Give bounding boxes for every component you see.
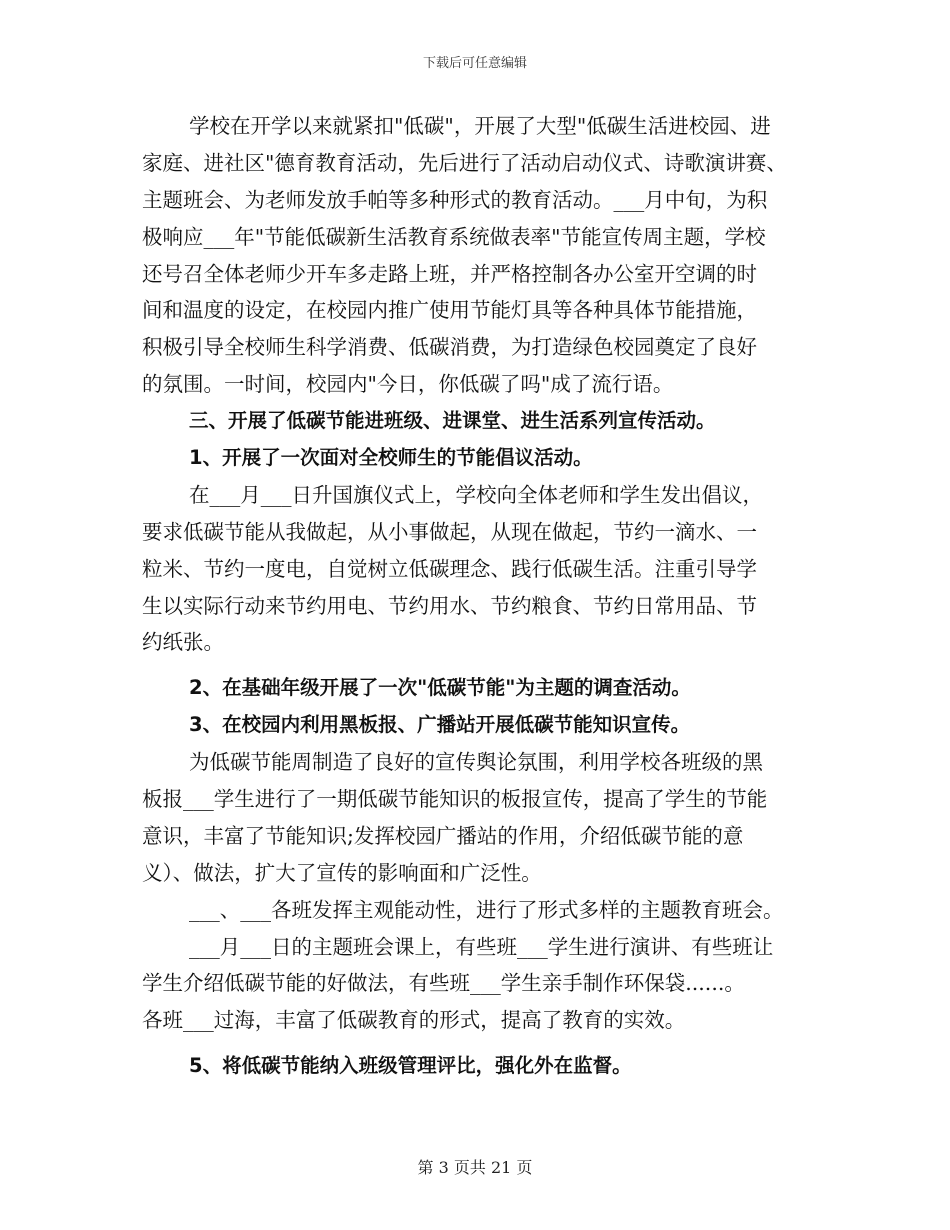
paragraph-line: 生以实际行动来节约用电、节约用水、节约粮食、节约日常用品、节 xyxy=(142,593,757,618)
paragraph-line: 还号召全体老师少开车多走路上班，并严格控制各办公室开空调的时 xyxy=(142,261,757,286)
paragraph-line: 板报___学生进行了一期低碳节能知识的板报宣传，提高了学生的节能 xyxy=(142,787,768,812)
paragraph-line: ___月___日的主题班会课上，有些班___学生进行演讲、有些班让 xyxy=(189,934,774,959)
paragraph-line: 意识，丰富了节能知识;发挥校园广播站的作用，介绍低碳节能的意 xyxy=(142,823,744,848)
paragraph-line: 极响应___年"节能低碳新生活教育系统做表率"节能宣传周主题，学校 xyxy=(142,224,766,249)
paragraph-line: 在___月___日升国旗仪式上，学校向全体老师和学生发出倡议， xyxy=(189,482,763,507)
paragraph-line: 义）、做法，扩大了宣传的影响面和广泛性。 xyxy=(142,860,542,885)
section-heading: 三、开展了低碳节能进班级、进课堂、进生活系列宣传活动。 xyxy=(189,409,716,433)
subsection-heading: 2、在基础年级开展了一次"低碳节能"为主题的调查活动。 xyxy=(189,676,691,700)
paragraph-line: 约纸张。 xyxy=(142,630,224,655)
document-body xyxy=(142,108,802,1085)
page-number: 第 3 页共 21 页 xyxy=(417,1158,533,1177)
paragraph-line: 学生介绍低碳节能的好做法，有些班___学生亲手制作环保袋......。 xyxy=(142,971,745,996)
paragraph-line: 积极引导全校师生科学消费、低碳消费，为打造绿色校园奠定了良好 xyxy=(142,335,757,360)
subsection-heading: 5、将低碳节能纳入班级管理评比，强化外在监督。 xyxy=(189,1054,632,1078)
subsection-heading: 3、在校园内利用黑板报、广播站开展低碳节能知识宣传。 xyxy=(189,713,691,737)
paragraph-line: 间和温度的设定，在校园内推广使用节能灯具等各种具体节能措施， xyxy=(142,298,757,323)
paragraph-line: 粒米、节约一度电，自觉树立低碳理念、践行低碳生活。注重引导学 xyxy=(142,556,757,581)
subsection-heading: 1、开展了一次面对全校师生的节能倡议活动。 xyxy=(189,446,593,470)
paragraph-line: 家庭、进社区"德育教育活动，先后进行了活动启动仪式、诗歌演讲赛、 xyxy=(142,150,787,175)
page-header: 下载后可任意编辑 xyxy=(422,56,527,71)
paragraph-line: 要求低碳节能从我做起，从小事做起，从现在做起，节约一滴水、一 xyxy=(142,519,757,544)
paragraph-line: ___、___各班发挥主观能动性，进行了形式多样的主题教育班会。 xyxy=(189,897,784,922)
paragraph-line: 各班___过海，丰富了低碳教育的形式，提高了教育的实效。 xyxy=(142,1008,686,1033)
paragraph-line: 为低碳节能周制造了良好的宣传舆论氛围，利用学校各班级的黑 xyxy=(189,750,763,775)
paragraph-line: 主题班会、为老师发放手帕等多种形式的教育活动。___月中旬，为积 xyxy=(142,187,768,212)
paragraph-line: 的氛围。一时间，校园内"今日，你低碳了吗"成了流行语。 xyxy=(142,372,674,397)
paragraph-line: 学校在开学以来就紧扣"低碳"，开展了大型"低碳生活进校园、进 xyxy=(189,114,771,138)
